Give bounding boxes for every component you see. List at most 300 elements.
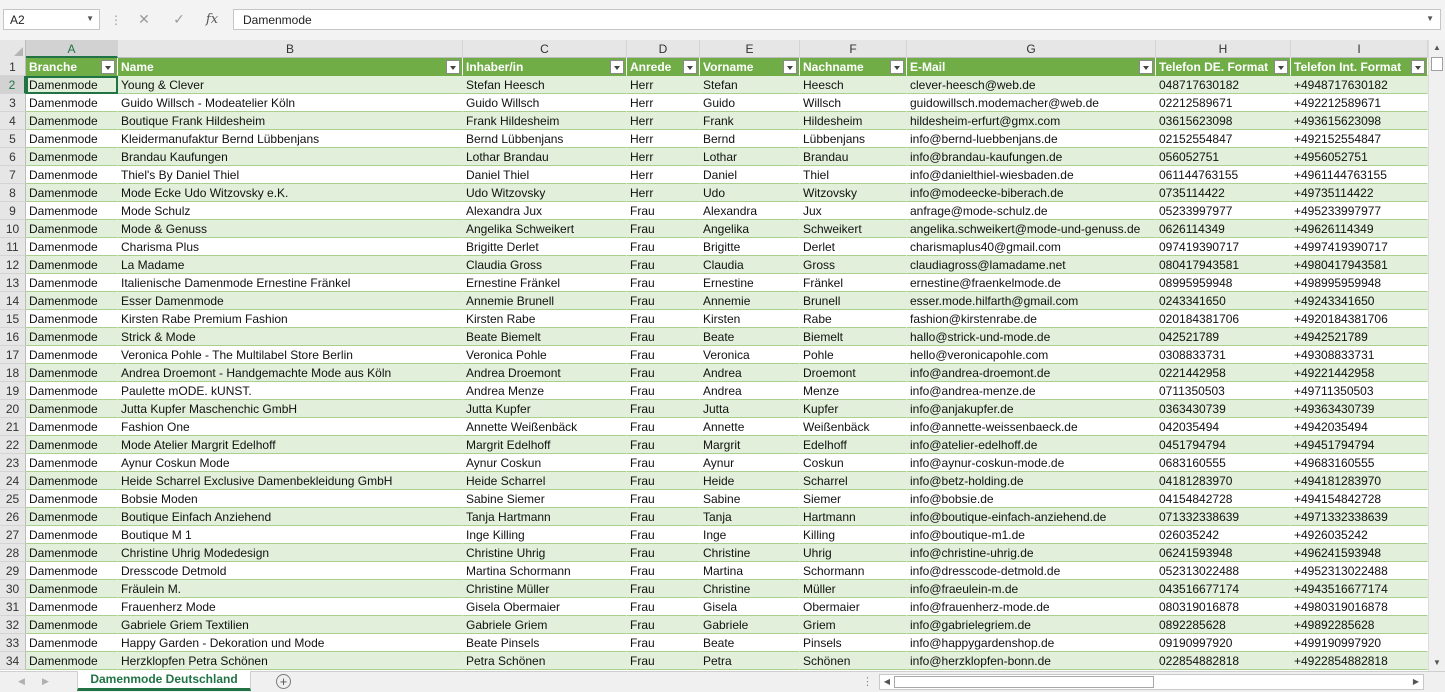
cell-d[interactable] bbox=[627, 490, 700, 508]
column-title-c[interactable] bbox=[463, 58, 627, 76]
cell-d[interactable] bbox=[627, 112, 700, 130]
cell-c[interactable] bbox=[463, 274, 627, 292]
cell-c[interactable] bbox=[463, 364, 627, 382]
column-header-c[interactable]: C bbox=[463, 40, 627, 58]
cell-c[interactable] bbox=[463, 580, 627, 598]
cell-f[interactable] bbox=[800, 184, 907, 202]
cell-g[interactable] bbox=[907, 562, 1156, 580]
cell-g[interactable] bbox=[907, 202, 1156, 220]
cell-b[interactable] bbox=[118, 526, 463, 544]
cell-f[interactable] bbox=[800, 436, 907, 454]
cell-d[interactable] bbox=[627, 274, 700, 292]
cell-a[interactable] bbox=[26, 400, 118, 418]
row-header[interactable]: 4 bbox=[0, 112, 26, 130]
row-header[interactable]: 21 bbox=[0, 418, 26, 436]
row-header[interactable]: 1 bbox=[0, 58, 26, 76]
cell-c[interactable] bbox=[463, 112, 627, 130]
cell-e[interactable] bbox=[700, 580, 800, 598]
cell-h[interactable] bbox=[1156, 274, 1291, 292]
cell-a[interactable] bbox=[26, 454, 118, 472]
cell-d[interactable] bbox=[627, 94, 700, 112]
cell-i[interactable] bbox=[1291, 400, 1428, 418]
scroll-up-icon[interactable]: ▲ bbox=[1433, 43, 1441, 52]
cell-c[interactable] bbox=[463, 328, 627, 346]
cell-g[interactable] bbox=[907, 652, 1156, 670]
cell-e[interactable] bbox=[700, 346, 800, 364]
cell-c[interactable] bbox=[463, 400, 627, 418]
cell-f[interactable] bbox=[800, 238, 907, 256]
cell-g[interactable] bbox=[907, 310, 1156, 328]
cell-i[interactable] bbox=[1291, 166, 1428, 184]
cell-i[interactable] bbox=[1291, 184, 1428, 202]
cell-i[interactable] bbox=[1291, 274, 1428, 292]
cell-e[interactable] bbox=[700, 202, 800, 220]
next-sheet-icon[interactable]: ▶ bbox=[42, 676, 49, 686]
cell-d[interactable] bbox=[627, 598, 700, 616]
row-header[interactable]: 29 bbox=[0, 562, 26, 580]
cell-a[interactable] bbox=[26, 364, 118, 382]
cell-f[interactable] bbox=[800, 346, 907, 364]
cell-g[interactable] bbox=[907, 220, 1156, 238]
cell-b[interactable] bbox=[118, 364, 463, 382]
cell-h[interactable] bbox=[1156, 580, 1291, 598]
cell-b[interactable] bbox=[118, 148, 463, 166]
cell-d[interactable] bbox=[627, 472, 700, 490]
cell-f[interactable] bbox=[800, 166, 907, 184]
cell-b[interactable] bbox=[118, 508, 463, 526]
cell-i[interactable] bbox=[1291, 238, 1428, 256]
column-title-b[interactable] bbox=[118, 58, 463, 76]
column-title-f[interactable] bbox=[800, 58, 907, 76]
cell-i[interactable] bbox=[1291, 256, 1428, 274]
cell-d[interactable] bbox=[627, 328, 700, 346]
cell-f[interactable] bbox=[800, 472, 907, 490]
filter-dropdown-icon[interactable] bbox=[683, 60, 697, 74]
row-header[interactable]: 19 bbox=[0, 382, 26, 400]
cell-h[interactable] bbox=[1156, 76, 1291, 94]
row-header[interactable]: 31 bbox=[0, 598, 26, 616]
row-header[interactable]: 24 bbox=[0, 472, 26, 490]
cell-b[interactable] bbox=[118, 328, 463, 346]
cell-b[interactable] bbox=[118, 580, 463, 598]
cell-i[interactable] bbox=[1291, 490, 1428, 508]
cell-a[interactable] bbox=[26, 526, 118, 544]
column-title-g[interactable] bbox=[907, 58, 1156, 76]
column-title-d[interactable] bbox=[627, 58, 700, 76]
cell-d[interactable] bbox=[627, 580, 700, 598]
cell-b[interactable] bbox=[118, 616, 463, 634]
cell-e[interactable] bbox=[700, 94, 800, 112]
row-header[interactable]: 22 bbox=[0, 436, 26, 454]
cell-g[interactable] bbox=[907, 112, 1156, 130]
cell-a[interactable] bbox=[26, 508, 118, 526]
insert-function-icon[interactable]: fx bbox=[205, 12, 219, 27]
cell-b[interactable] bbox=[118, 184, 463, 202]
cell-h[interactable] bbox=[1156, 130, 1291, 148]
cell-i[interactable] bbox=[1291, 562, 1428, 580]
cell-a[interactable] bbox=[26, 598, 118, 616]
column-header-a[interactable]: A bbox=[26, 40, 118, 58]
cell-c[interactable] bbox=[463, 544, 627, 562]
column-title-h[interactable] bbox=[1156, 58, 1291, 76]
horizontal-scrollbar[interactable] bbox=[879, 674, 1424, 690]
cell-a[interactable] bbox=[26, 256, 118, 274]
cell-e[interactable] bbox=[700, 328, 800, 346]
cell-g[interactable] bbox=[907, 328, 1156, 346]
cell-h[interactable] bbox=[1156, 490, 1291, 508]
filter-dropdown-icon[interactable] bbox=[610, 60, 624, 74]
cell-h[interactable] bbox=[1156, 526, 1291, 544]
cell-i[interactable] bbox=[1291, 76, 1428, 94]
cell-h[interactable] bbox=[1156, 328, 1291, 346]
cell-f[interactable] bbox=[800, 130, 907, 148]
cell-g[interactable] bbox=[907, 544, 1156, 562]
cell-g[interactable] bbox=[907, 616, 1156, 634]
cell-g[interactable] bbox=[907, 76, 1156, 94]
cell-c[interactable] bbox=[463, 184, 627, 202]
cell-f[interactable] bbox=[800, 310, 907, 328]
cell-g[interactable] bbox=[907, 418, 1156, 436]
cell-i[interactable] bbox=[1291, 130, 1428, 148]
cell-a[interactable] bbox=[26, 220, 118, 238]
cell-b[interactable] bbox=[118, 598, 463, 616]
row-header[interactable]: 12 bbox=[0, 256, 26, 274]
row-header[interactable]: 10 bbox=[0, 220, 26, 238]
cell-c[interactable] bbox=[463, 256, 627, 274]
cell-d[interactable] bbox=[627, 184, 700, 202]
row-header[interactable]: 20 bbox=[0, 400, 26, 418]
cell-f[interactable] bbox=[800, 652, 907, 670]
cell-f[interactable] bbox=[800, 418, 907, 436]
cell-a[interactable] bbox=[26, 112, 118, 130]
cell-f[interactable] bbox=[800, 256, 907, 274]
cell-h[interactable] bbox=[1156, 166, 1291, 184]
filter-dropdown-icon[interactable] bbox=[1274, 60, 1288, 74]
cell-b[interactable] bbox=[118, 202, 463, 220]
scroll-down-icon[interactable]: ▼ bbox=[1433, 658, 1441, 667]
cell-b[interactable] bbox=[118, 436, 463, 454]
cell-i[interactable] bbox=[1291, 508, 1428, 526]
row-header[interactable]: 15 bbox=[0, 310, 26, 328]
cell-i[interactable] bbox=[1291, 580, 1428, 598]
cell-a[interactable] bbox=[26, 184, 118, 202]
cell-g[interactable] bbox=[907, 454, 1156, 472]
cell-b[interactable] bbox=[118, 310, 463, 328]
cell-h[interactable] bbox=[1156, 418, 1291, 436]
cell-h[interactable] bbox=[1156, 292, 1291, 310]
cell-d[interactable] bbox=[627, 652, 700, 670]
cell-g[interactable] bbox=[907, 472, 1156, 490]
row-header[interactable]: 3 bbox=[0, 94, 26, 112]
cell-h[interactable] bbox=[1156, 184, 1291, 202]
cell-f[interactable] bbox=[800, 400, 907, 418]
cell-e[interactable] bbox=[700, 616, 800, 634]
cell-c[interactable] bbox=[463, 472, 627, 490]
cell-a[interactable] bbox=[26, 292, 118, 310]
filter-dropdown-icon[interactable] bbox=[1139, 60, 1153, 74]
cell-a[interactable] bbox=[26, 616, 118, 634]
scroll-right-icon[interactable]: ▶ bbox=[1412, 677, 1420, 686]
cell-d[interactable] bbox=[627, 364, 700, 382]
cell-b[interactable] bbox=[118, 544, 463, 562]
cell-g[interactable] bbox=[907, 292, 1156, 310]
cell-b[interactable] bbox=[118, 472, 463, 490]
cell-g[interactable] bbox=[907, 346, 1156, 364]
cell-c[interactable] bbox=[463, 418, 627, 436]
cell-g[interactable] bbox=[907, 400, 1156, 418]
cell-g[interactable] bbox=[907, 364, 1156, 382]
cell-d[interactable] bbox=[627, 454, 700, 472]
cell-h[interactable] bbox=[1156, 94, 1291, 112]
cell-a[interactable] bbox=[26, 562, 118, 580]
filter-dropdown-icon[interactable] bbox=[890, 60, 904, 74]
cell-c[interactable] bbox=[463, 436, 627, 454]
cell-e[interactable] bbox=[700, 598, 800, 616]
cell-h[interactable] bbox=[1156, 400, 1291, 418]
cell-a[interactable] bbox=[26, 580, 118, 598]
column-title-e[interactable] bbox=[700, 58, 800, 76]
cell-b[interactable] bbox=[118, 400, 463, 418]
cell-b[interactable] bbox=[118, 112, 463, 130]
row-header[interactable]: 11 bbox=[0, 238, 26, 256]
filter-dropdown-icon[interactable] bbox=[783, 60, 797, 74]
cell-g[interactable] bbox=[907, 130, 1156, 148]
cell-i[interactable] bbox=[1291, 382, 1428, 400]
cell-g[interactable] bbox=[907, 526, 1156, 544]
cell-d[interactable] bbox=[627, 346, 700, 364]
row-header[interactable]: 14 bbox=[0, 292, 26, 310]
cell-g[interactable] bbox=[907, 382, 1156, 400]
cell-i[interactable] bbox=[1291, 634, 1428, 652]
cell-b[interactable] bbox=[118, 346, 463, 364]
row-header[interactable]: 8 bbox=[0, 184, 26, 202]
cell-a[interactable] bbox=[26, 76, 118, 94]
cell-b[interactable] bbox=[118, 292, 463, 310]
cell-i[interactable] bbox=[1291, 472, 1428, 490]
row-header[interactable]: 34 bbox=[0, 652, 26, 670]
cell-a[interactable] bbox=[26, 310, 118, 328]
cell-g[interactable] bbox=[907, 436, 1156, 454]
cell-i[interactable] bbox=[1291, 148, 1428, 166]
prev-sheet-icon[interactable]: ◀ bbox=[18, 676, 25, 686]
row-header[interactable]: 7 bbox=[0, 166, 26, 184]
cell-d[interactable] bbox=[627, 436, 700, 454]
cell-c[interactable] bbox=[463, 292, 627, 310]
cell-e[interactable] bbox=[700, 526, 800, 544]
cell-i[interactable] bbox=[1291, 112, 1428, 130]
cell-e[interactable] bbox=[700, 292, 800, 310]
cell-f[interactable] bbox=[800, 382, 907, 400]
cell-a[interactable] bbox=[26, 274, 118, 292]
cell-c[interactable] bbox=[463, 166, 627, 184]
cell-b[interactable] bbox=[118, 418, 463, 436]
cell-h[interactable] bbox=[1156, 634, 1291, 652]
cell-g[interactable] bbox=[907, 94, 1156, 112]
cell-g[interactable] bbox=[907, 274, 1156, 292]
cell-e[interactable] bbox=[700, 184, 800, 202]
cell-a[interactable] bbox=[26, 490, 118, 508]
cell-e[interactable] bbox=[700, 400, 800, 418]
cell-d[interactable] bbox=[627, 292, 700, 310]
cell-a[interactable] bbox=[26, 634, 118, 652]
cell-c[interactable] bbox=[463, 130, 627, 148]
cell-f[interactable] bbox=[800, 364, 907, 382]
cell-c[interactable] bbox=[463, 454, 627, 472]
cell-e[interactable] bbox=[700, 220, 800, 238]
row-header[interactable]: 17 bbox=[0, 346, 26, 364]
cell-b[interactable] bbox=[118, 76, 463, 94]
cell-e[interactable] bbox=[700, 472, 800, 490]
close-icon[interactable]: ✕ bbox=[138, 11, 150, 27]
row-header[interactable]: 30 bbox=[0, 580, 26, 598]
cell-a[interactable] bbox=[26, 94, 118, 112]
cell-g[interactable] bbox=[907, 580, 1156, 598]
cell-d[interactable] bbox=[627, 508, 700, 526]
expand-formula-bar-icon[interactable]: ▼ bbox=[1426, 14, 1434, 23]
cell-d[interactable] bbox=[627, 634, 700, 652]
cell-i[interactable] bbox=[1291, 310, 1428, 328]
cell-a[interactable] bbox=[26, 130, 118, 148]
cell-g[interactable] bbox=[907, 256, 1156, 274]
cell-f[interactable] bbox=[800, 490, 907, 508]
cell-c[interactable] bbox=[463, 508, 627, 526]
cell-f[interactable] bbox=[800, 634, 907, 652]
cell-h[interactable] bbox=[1156, 220, 1291, 238]
cell-d[interactable] bbox=[627, 418, 700, 436]
cell-h[interactable] bbox=[1156, 562, 1291, 580]
chevron-down-icon[interactable]: ▼ bbox=[86, 14, 94, 23]
cell-c[interactable] bbox=[463, 598, 627, 616]
cell-d[interactable] bbox=[627, 220, 700, 238]
cell-f[interactable] bbox=[800, 202, 907, 220]
cell-c[interactable] bbox=[463, 148, 627, 166]
cell-d[interactable] bbox=[627, 238, 700, 256]
cell-b[interactable] bbox=[118, 94, 463, 112]
cell-b[interactable] bbox=[118, 634, 463, 652]
cell-f[interactable] bbox=[800, 94, 907, 112]
cell-i[interactable] bbox=[1291, 652, 1428, 670]
cell-h[interactable] bbox=[1156, 310, 1291, 328]
more-icon[interactable]: ⋮ bbox=[862, 676, 873, 688]
cell-a[interactable] bbox=[26, 202, 118, 220]
cell-d[interactable] bbox=[627, 202, 700, 220]
cell-h[interactable] bbox=[1156, 472, 1291, 490]
cell-b[interactable] bbox=[118, 490, 463, 508]
cell-f[interactable] bbox=[800, 598, 907, 616]
cell-c[interactable] bbox=[463, 94, 627, 112]
row-header[interactable]: 25 bbox=[0, 490, 26, 508]
more-options-icon[interactable]: ⋮ bbox=[110, 13, 122, 27]
formula-input[interactable] bbox=[233, 9, 1441, 30]
vertical-scroll-thumb[interactable] bbox=[1431, 57, 1443, 71]
cell-i[interactable] bbox=[1291, 346, 1428, 364]
column-header-i[interactable]: I bbox=[1291, 40, 1428, 58]
cell-g[interactable] bbox=[907, 634, 1156, 652]
column-header-f[interactable]: F bbox=[800, 40, 907, 58]
cell-b[interactable] bbox=[118, 382, 463, 400]
row-header[interactable]: 27 bbox=[0, 526, 26, 544]
cell-b[interactable] bbox=[118, 454, 463, 472]
cell-a[interactable] bbox=[26, 328, 118, 346]
filter-dropdown-icon[interactable] bbox=[101, 60, 115, 74]
cell-e[interactable] bbox=[700, 544, 800, 562]
cell-e[interactable] bbox=[700, 112, 800, 130]
cell-f[interactable] bbox=[800, 544, 907, 562]
cell-b[interactable] bbox=[118, 130, 463, 148]
scroll-left-icon[interactable]: ◀ bbox=[883, 677, 891, 686]
vertical-scrollbar[interactable] bbox=[1428, 40, 1445, 671]
row-header[interactable]: 16 bbox=[0, 328, 26, 346]
cell-g[interactable] bbox=[907, 238, 1156, 256]
cell-b[interactable] bbox=[118, 166, 463, 184]
cell-c[interactable] bbox=[463, 220, 627, 238]
cell-h[interactable] bbox=[1156, 238, 1291, 256]
cell-h[interactable] bbox=[1156, 598, 1291, 616]
cell-h[interactable] bbox=[1156, 454, 1291, 472]
cell-a[interactable] bbox=[26, 652, 118, 670]
cell-d[interactable] bbox=[627, 616, 700, 634]
spreadsheet-grid[interactable] bbox=[0, 40, 1428, 671]
cell-g[interactable] bbox=[907, 166, 1156, 184]
cell-e[interactable] bbox=[700, 436, 800, 454]
cell-h[interactable] bbox=[1156, 544, 1291, 562]
cell-e[interactable] bbox=[700, 490, 800, 508]
cell-e[interactable] bbox=[700, 256, 800, 274]
row-header[interactable]: 13 bbox=[0, 274, 26, 292]
cell-h[interactable] bbox=[1156, 346, 1291, 364]
cell-e[interactable] bbox=[700, 76, 800, 94]
plus-circle-icon[interactable]: + bbox=[276, 674, 291, 689]
cell-c[interactable] bbox=[463, 652, 627, 670]
cell-d[interactable] bbox=[627, 130, 700, 148]
filter-dropdown-icon[interactable] bbox=[446, 60, 460, 74]
cell-h[interactable] bbox=[1156, 364, 1291, 382]
cell-a[interactable] bbox=[26, 382, 118, 400]
column-header-b[interactable]: B bbox=[118, 40, 463, 58]
cell-d[interactable] bbox=[627, 76, 700, 94]
horizontal-scroll-thumb[interactable] bbox=[894, 676, 1154, 688]
column-header-d[interactable]: D bbox=[627, 40, 700, 58]
cell-h[interactable] bbox=[1156, 436, 1291, 454]
cell-h[interactable] bbox=[1156, 148, 1291, 166]
cell-e[interactable] bbox=[700, 418, 800, 436]
cell-f[interactable] bbox=[800, 112, 907, 130]
row-header[interactable]: 32 bbox=[0, 616, 26, 634]
cell-b[interactable] bbox=[118, 220, 463, 238]
cell-e[interactable] bbox=[700, 310, 800, 328]
cell-c[interactable] bbox=[463, 76, 627, 94]
cell-c[interactable] bbox=[463, 346, 627, 364]
cell-f[interactable] bbox=[800, 508, 907, 526]
select-all-button[interactable] bbox=[0, 40, 26, 58]
cell-c[interactable] bbox=[463, 238, 627, 256]
filter-dropdown-icon[interactable] bbox=[1411, 60, 1425, 74]
cell-i[interactable] bbox=[1291, 526, 1428, 544]
column-title-i[interactable] bbox=[1291, 58, 1428, 76]
cell-c[interactable] bbox=[463, 634, 627, 652]
cell-a[interactable] bbox=[26, 166, 118, 184]
cell-g[interactable] bbox=[907, 490, 1156, 508]
cell-b[interactable] bbox=[118, 274, 463, 292]
cell-e[interactable] bbox=[700, 562, 800, 580]
cell-h[interactable] bbox=[1156, 652, 1291, 670]
cell-e[interactable] bbox=[700, 508, 800, 526]
cell-i[interactable] bbox=[1291, 544, 1428, 562]
cell-c[interactable] bbox=[463, 562, 627, 580]
cell-i[interactable] bbox=[1291, 94, 1428, 112]
cell-c[interactable] bbox=[463, 526, 627, 544]
cell-a[interactable] bbox=[26, 472, 118, 490]
